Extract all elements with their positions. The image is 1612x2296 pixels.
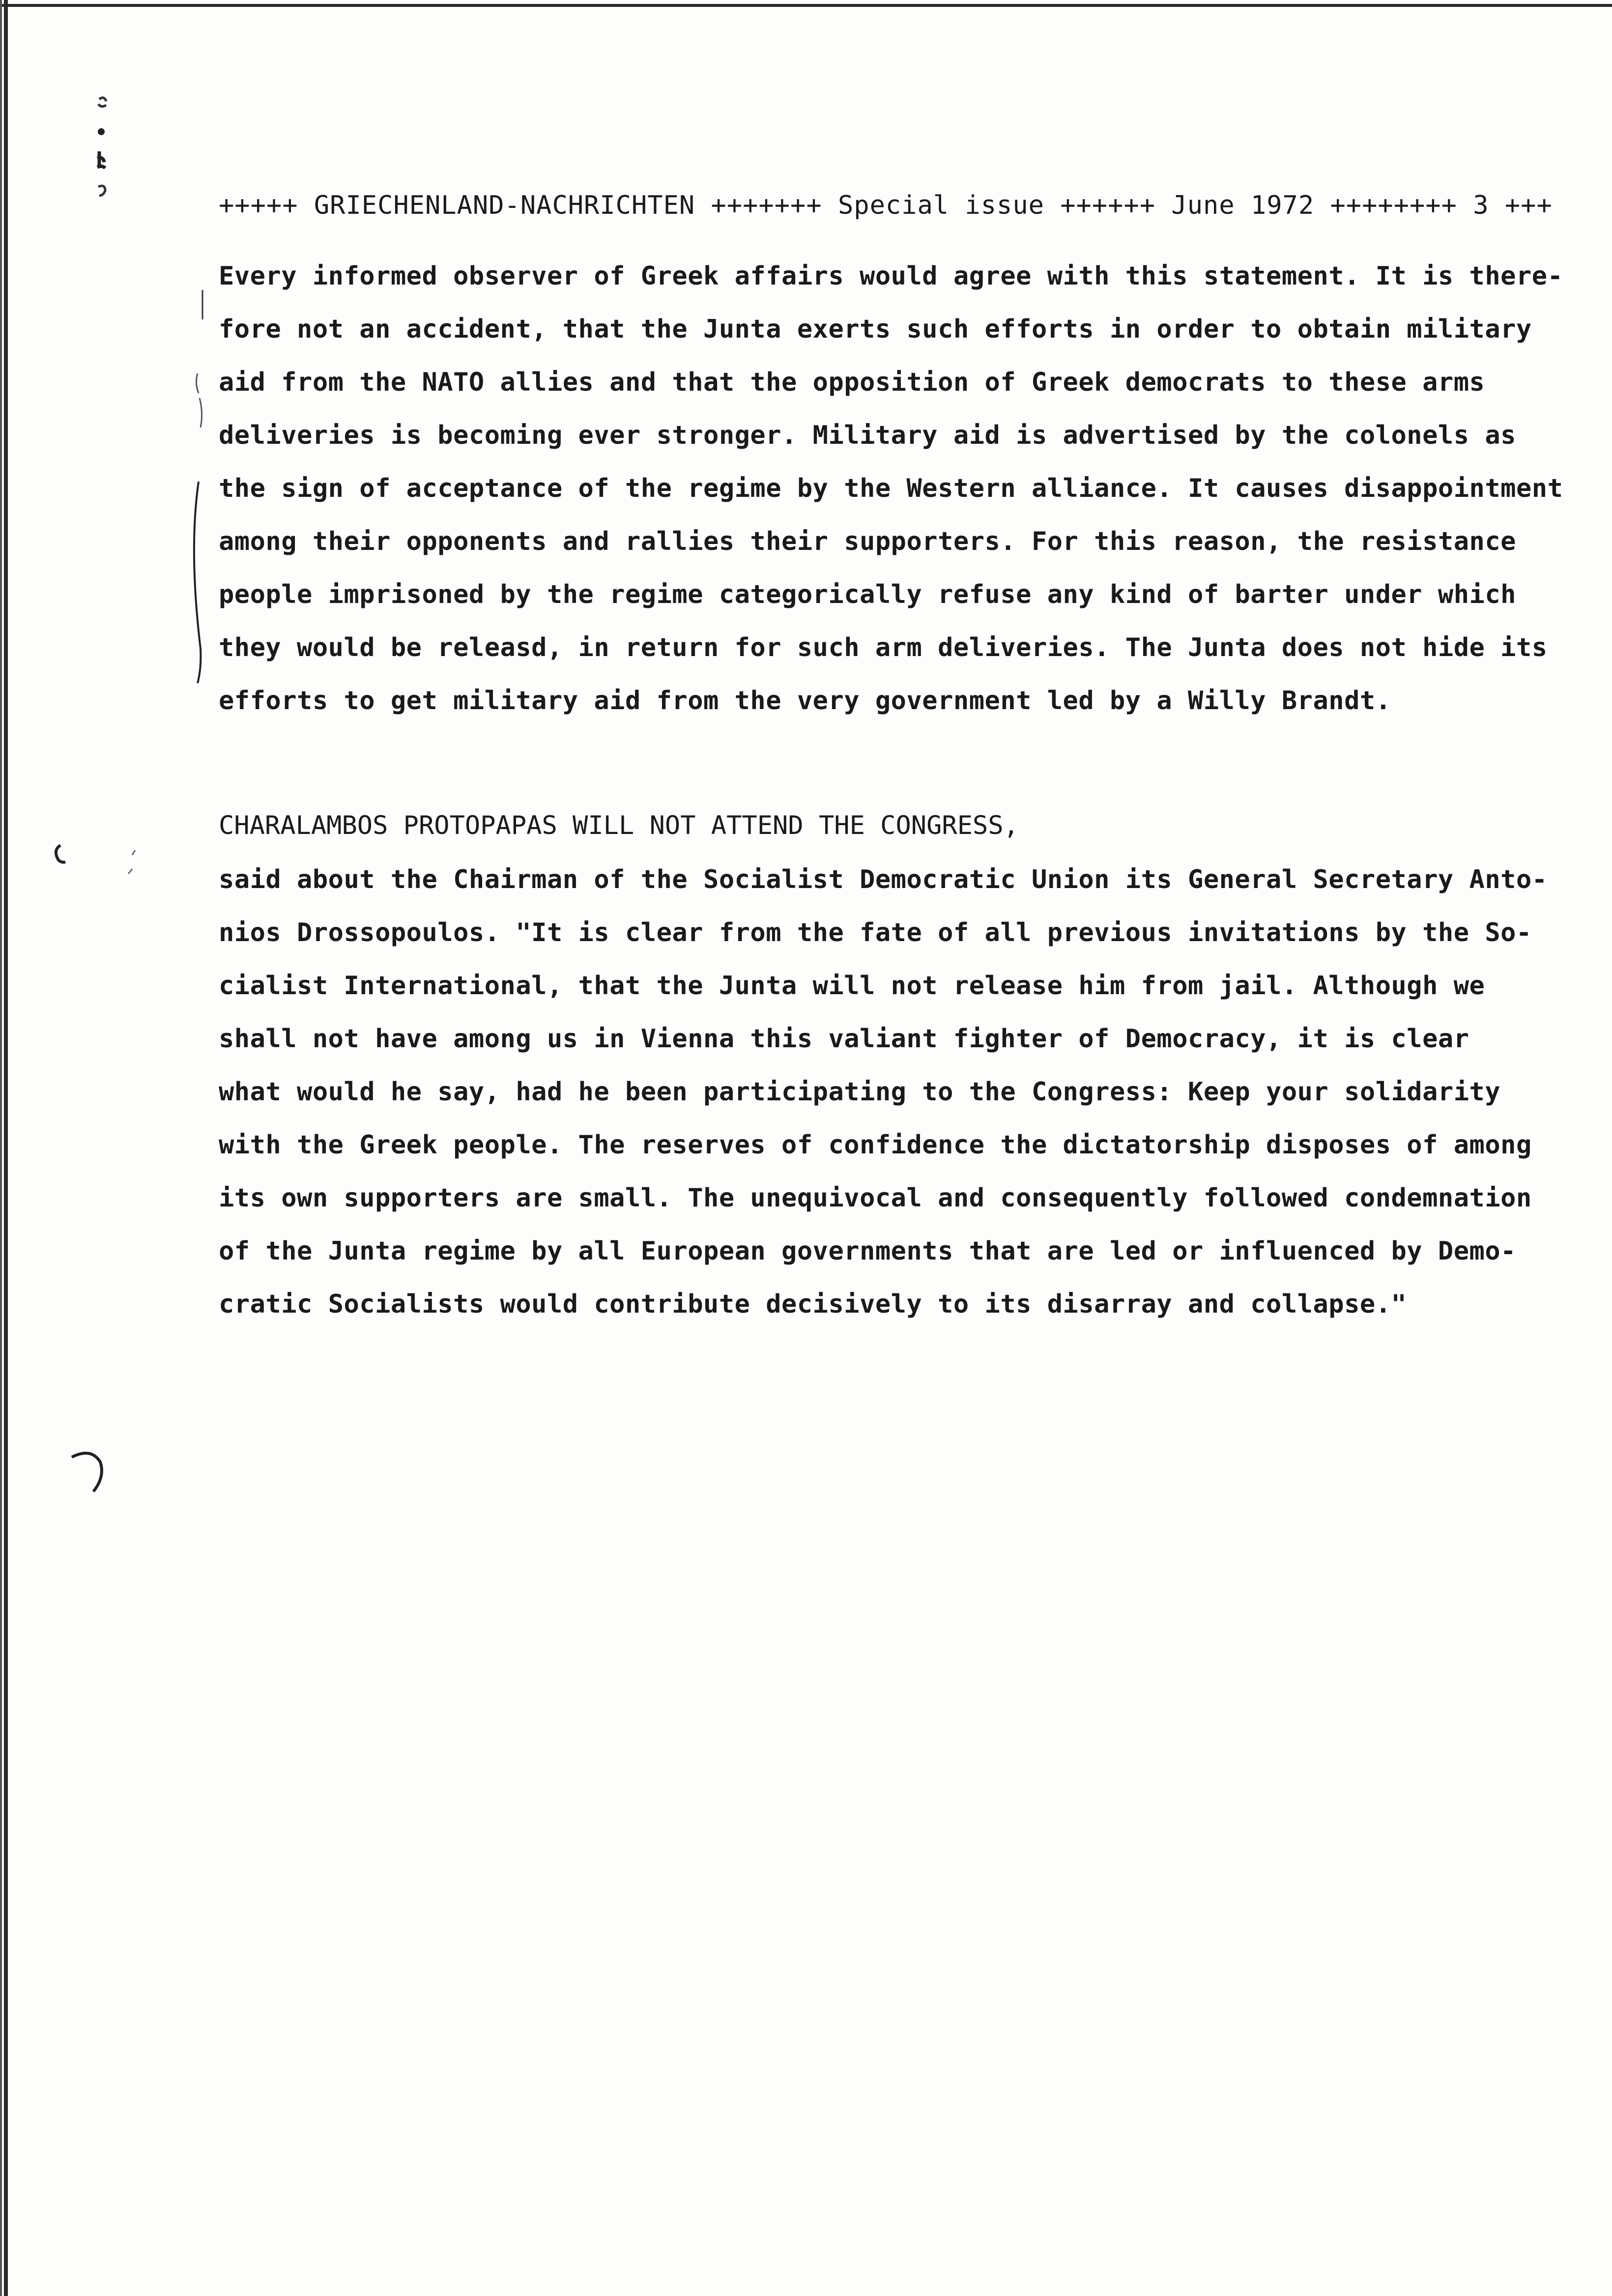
text-line: among their opponents and rallies their supporters. For this reason, the resistance: [219, 527, 1516, 556]
margin-mark-bottom: [69, 1442, 128, 1496]
text-line: aid from the NATO allies and that the opposition of Greek democrats to these arms: [219, 368, 1485, 397]
text-line: they would be releasd, in return for such arm deliveries. The Junta does not hide its: [219, 633, 1548, 662]
text-line: efforts to get military aid from the very government led by a Willy Brandt.: [219, 686, 1391, 716]
paragraph-military-aid: [219, 250, 1565, 727]
text-line: shall not have among us in Vienna this valiant fighter of Democracy, it is clear: [219, 1024, 1469, 1054]
text-line: deliveries is becoming ever stronger. Military aid is advertised by the colonels as: [219, 421, 1516, 450]
section-heading: CHARALAMBOS PROTOPAPAS WILL NOT ATTEND THE CONGRESS,: [219, 811, 1019, 840]
scan-edge-left-inner: [0, 0, 2, 2296]
text-line: cratic Socialists would contribute decisively to its disarray and collapse.": [219, 1290, 1407, 1319]
margin-scribble-top: [88, 93, 118, 206]
text-line: its own supporters are small. The unequivocal and consequently followed condemnation: [219, 1183, 1532, 1213]
text-line: cialist International, that the Junta will not release him from jail. Although we: [219, 971, 1485, 1001]
text-line: fore not an accident, that the Junta exerts such efforts in order to obtain military: [219, 315, 1532, 344]
text-line: what would he say, had he been participating to the Congress: Keep your solidarity: [219, 1077, 1501, 1107]
text-line: nios Drossopoulos. "It is clear from the fate of all previous invitations by the So-: [219, 918, 1532, 947]
text-line: said about the Chairman of the Socialist Democratic Union its General Secretary Anto-: [219, 865, 1548, 894]
page-header: +++++ GRIECHENLAND-NACHRICHTEN +++++++ Special issue ++++++ June 1972 ++++++++ 3 +++: [219, 191, 1553, 220]
text-line: people imprisoned by the regime categorically refuse any kind of barter under which: [219, 580, 1516, 609]
margin-bracket-para1: [187, 275, 216, 708]
scan-edge-top: [0, 4, 1612, 7]
text-line: of the Junta regime by all European governments that are led or influenced by Demo-: [219, 1236, 1516, 1266]
text-line: with the Greek people. The reserves of confidence the dictatorship disposes of among: [219, 1130, 1532, 1160]
text-line: Every informed observer of Greek affairs would agree with this statement. It is there-: [219, 261, 1563, 291]
text-line: the sign of acceptance of the regime by the Western alliance. It causes disappointment: [219, 474, 1563, 503]
margin-mark-mid: [47, 835, 155, 890]
paragraph-protopapas: [219, 853, 1565, 1331]
scan-edge-left: [4, 0, 8, 2296]
